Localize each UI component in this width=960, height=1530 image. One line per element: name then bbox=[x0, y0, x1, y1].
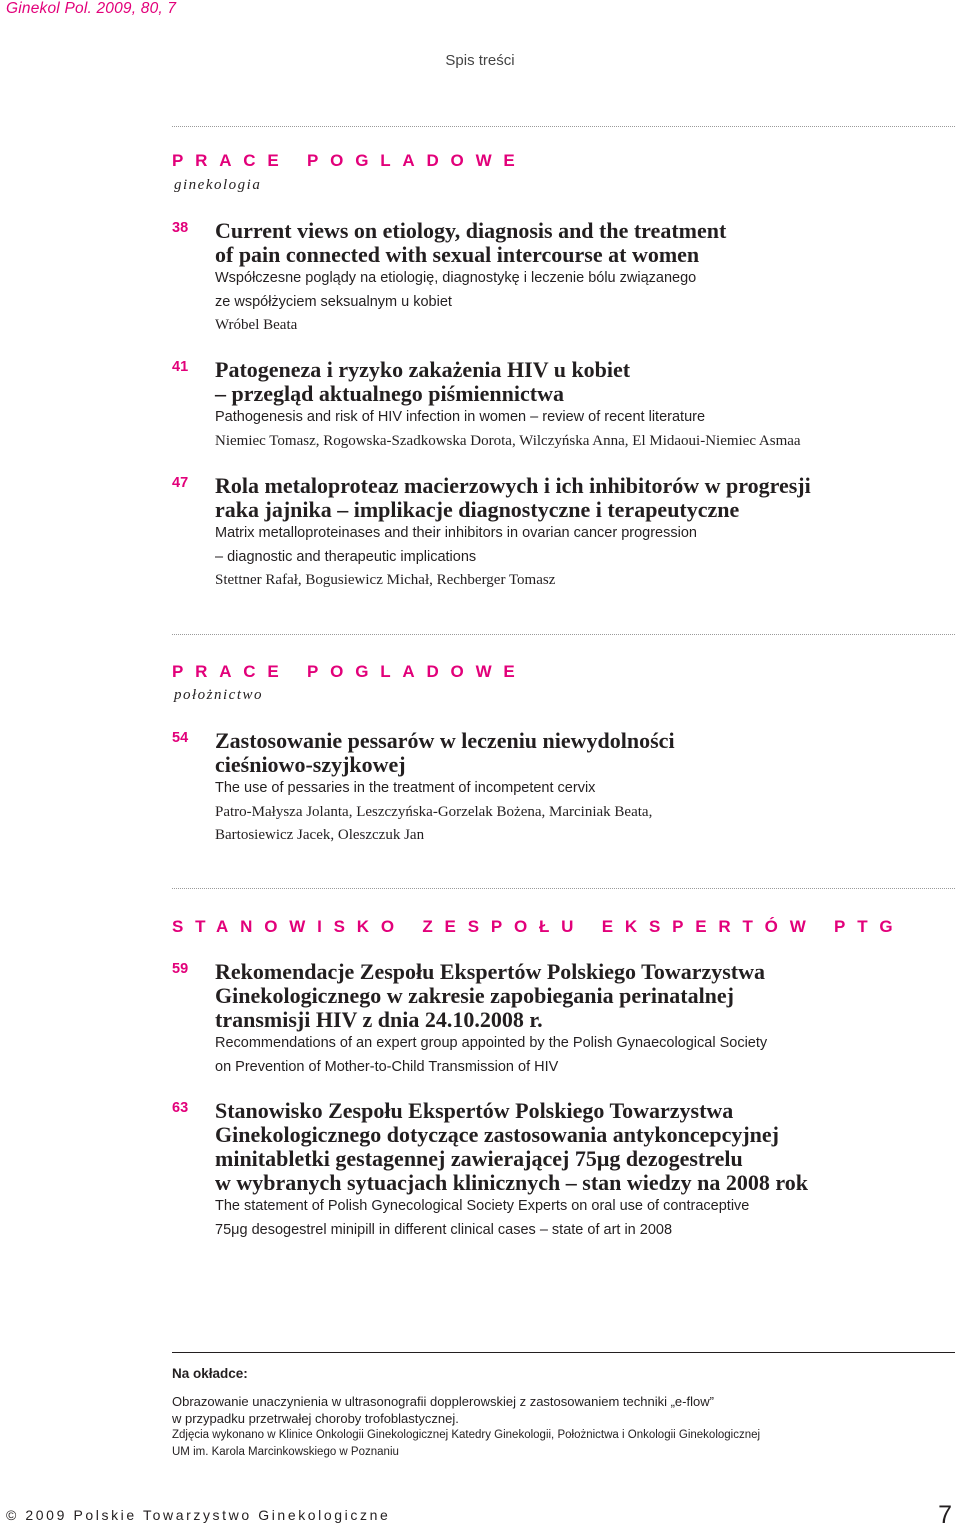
cover-note-line: Obrazowanie unaczynienia w ultrasonografii dopplerowskiej z zastosowaniem techniki „e-flow” bbox=[172, 1394, 714, 1409]
article-title: Ginekologicznego w zakresie zapobiegania perinatalnej bbox=[215, 983, 735, 1008]
article-title: Zastosowanie pessarów w leczeniu niewydolności bbox=[215, 728, 675, 753]
article-translation: – diagnostic and therapeutic implications bbox=[215, 548, 477, 565]
article-title: – przegląd aktualnego piśmiennictwa bbox=[215, 381, 564, 406]
running-head: Ginekol Pol. 2009, 80, 7 bbox=[6, 0, 177, 17]
article-translation: 75μg desogestrel minipill in different clinical cases – state of art in 2008 bbox=[215, 1221, 673, 1238]
article-translation: Matrix metalloproteinases and their inhibitors in ovarian cancer progression bbox=[215, 525, 697, 541]
section-subheading: ginekologia bbox=[174, 177, 262, 193]
copyright: © 2009 Polskie Towarzystwo Ginekologiczne bbox=[6, 1507, 391, 1523]
article-translation: Recommendations of an expert group appointed by the Polish Gynaecological Society bbox=[215, 1035, 768, 1051]
article-title: Rola metaloproteaz macierzowych i ich inhibitorów w progresji bbox=[215, 473, 811, 498]
article-title: Ginekologicznego dotyczące zastosowania antykoncepcyjnej bbox=[215, 1122, 779, 1147]
article-title: Rekomendacje Zespołu Ekspertów Polskiego Towarzystwa bbox=[215, 959, 766, 984]
article-authors: Wróbel Beata bbox=[215, 317, 298, 333]
page-number: 54 bbox=[172, 730, 189, 746]
article-title: of pain connected with sexual intercourse at women bbox=[215, 242, 700, 267]
article-title: Patogeneza i ryzyko zakażenia HIV u kobiet bbox=[215, 357, 631, 382]
page-number: 59 bbox=[172, 961, 189, 977]
page-number-footer: 7 bbox=[938, 1501, 952, 1529]
article-title: minitabletki gestagennej zawierającej 75μg dezogestrelu bbox=[215, 1146, 743, 1171]
section-divider bbox=[172, 888, 955, 889]
section-divider bbox=[172, 126, 955, 127]
note-divider bbox=[172, 1352, 955, 1353]
article-translation: ze współżyciem seksualnym u kobiet bbox=[215, 293, 452, 310]
article-title: raka jajnika – implikacje diagnostyczne i terapeutyczne bbox=[215, 497, 740, 522]
page-number: 38 bbox=[172, 220, 189, 236]
article-authors: Niemiec Tomasz, Rogowska-Szadkowska Dorota, Wilczyńska Anna, El Midaoui-Niemiec Asmaa bbox=[215, 432, 801, 449]
article-title: Stanowisko Zespołu Ekspertów Polskiego Towarzystwa bbox=[215, 1098, 734, 1123]
article-translation: Pathogenesis and risk of HIV infection in women – review of recent literature bbox=[215, 409, 706, 425]
section-divider bbox=[172, 634, 955, 635]
article-translation: The use of pessaries in the treatment of incompetent cervix bbox=[215, 780, 596, 796]
cover-note-line: w przypadku przetrwałej choroby trofoblastycznej. bbox=[172, 1411, 459, 1426]
article-authors: Patro-Małysza Jolanta, Leszczyńska-Gorzelak Bożena, Marciniak Beata, bbox=[215, 803, 653, 820]
section-heading: PRACE POGLADOWE bbox=[172, 662, 527, 681]
article-title: Current views on etiology, diagnosis and the treatment bbox=[215, 218, 727, 243]
section-subheading: położnictwo bbox=[174, 687, 264, 703]
section-heading: PRACE POGLADOWE bbox=[172, 151, 527, 170]
article-translation: Współczesne poglądy na etiologię, diagnostykę i leczenie bólu związanego bbox=[215, 270, 697, 286]
article-authors: Stettner Rafał, Bogusiewicz Michał, Rechberger Tomasz bbox=[215, 572, 556, 588]
article-translation: on Prevention of Mother-to-Child Transmission of HIV bbox=[215, 1058, 559, 1075]
section-heading: STANOWISKO ZESPOŁU EKSPERTÓW PTG bbox=[172, 917, 905, 936]
page-number: 47 bbox=[172, 475, 189, 491]
cover-note-credit: Zdjęcia wykonano w Klinice Onkologii Ginekologicznej Katedry Ginekologii, Położnictwa i Onkologii Ginekologicznej bbox=[172, 1429, 761, 1441]
article-title: w wybranych sytuacjach klinicznych – stan wiedzy na 2008 rok bbox=[215, 1170, 809, 1195]
cover-note-heading: Na okładce: bbox=[172, 1366, 248, 1381]
cover-note-credit: UM im. Karola Marcinkowskiego w Poznaniu bbox=[172, 1446, 399, 1458]
article-title: transmisji HIV z dnia 24.10.2008 r. bbox=[215, 1007, 543, 1032]
cover-note bbox=[172, 1365, 932, 1461]
page-number: 63 bbox=[172, 1100, 189, 1116]
page-label: Spis treści bbox=[445, 52, 515, 69]
article-authors: Bartosiewicz Jacek, Oleszczuk Jan bbox=[215, 827, 425, 843]
article-title: cieśniowo-szyjkowej bbox=[215, 752, 406, 777]
page-number: 41 bbox=[172, 359, 189, 375]
article-translation: The statement of Polish Gynecological Society Experts on oral use of contraceptive bbox=[215, 1198, 750, 1214]
